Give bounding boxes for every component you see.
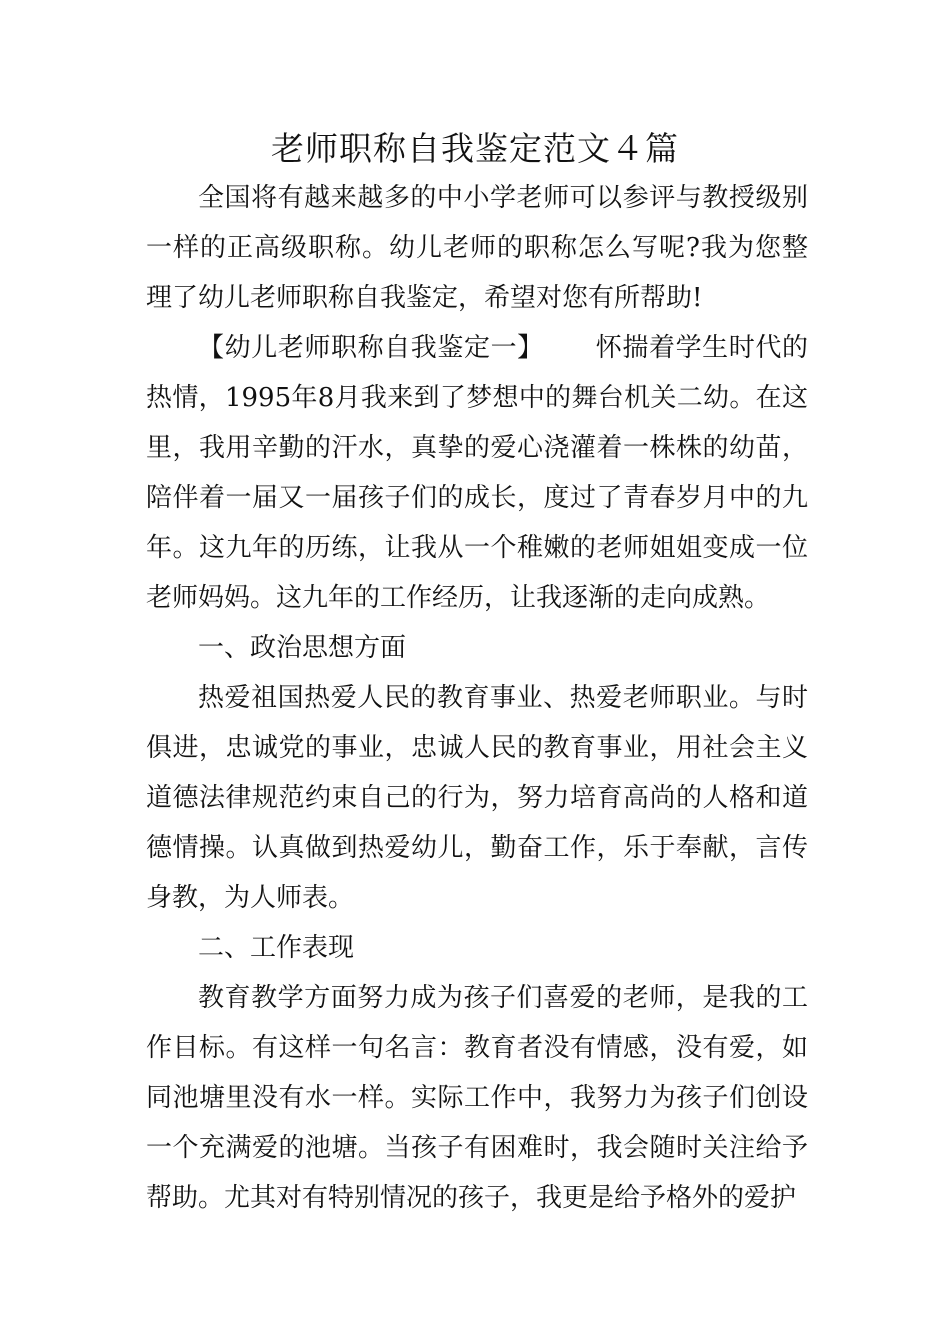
section1-title: 【幼儿老师职称自我鉴定一】 [198, 333, 544, 363]
document-title: 老师职称自我鉴定范文４篇 [271, 129, 679, 168]
section1-paragraph [146, 323, 808, 623]
heading-work: 二、工作表现 [198, 933, 355, 963]
politics-paragraph: 热爱祖国热爱人民的教育事业、热爱老师职业。与时俱进，忠诚党的事业，忠诚人民的教育事业，用社会主义道德法律规范约束自己的行为，努力培育高尚的人格和道德情操。认真做到热爱幼儿，勤奋工作，乐于奉献，言传身教，为人师表。 [146, 683, 808, 913]
intro-paragraph: 全国将有越来越多的中小学老师可以参评与教授级别一样的正高级职称。幼儿老师的职称怎么写呢?我为您整理了幼儿老师职称自我鉴定，希望对您有所帮助! [146, 183, 808, 313]
heading-politics: 一、政治思想方面 [198, 633, 407, 663]
document-body [146, 173, 808, 1223]
work-paragraph: 教育教学方面努力成为孩子们喜爱的老师，是我的工作目标。有这样一句名言：教育者没有情感，没有爱，如同池塘里没有水一样。实际工作中，我努力为孩子们创设一个充满爱的池塘。当孩子有困难时，我会随时关注给予帮助。尤其对有特别情况的孩子，我更是给予格外的爱护 [146, 983, 808, 1213]
section1-text: 怀揣着学生时代的热情，1995年8月我来到了梦想中的舞台机关二幼。在这里，我用辛勤的汗水，真挚的爱心浇灌着一株株的幼苗，陪伴着一届又一届孩子们的成长，度过了青春岁月中的九年。这九年的历练，让我从一个稚嫩的老师姐姐变成一位老师妈妈。这九年的工作经历，让我逐渐的走向成熟。 [146, 333, 808, 613]
